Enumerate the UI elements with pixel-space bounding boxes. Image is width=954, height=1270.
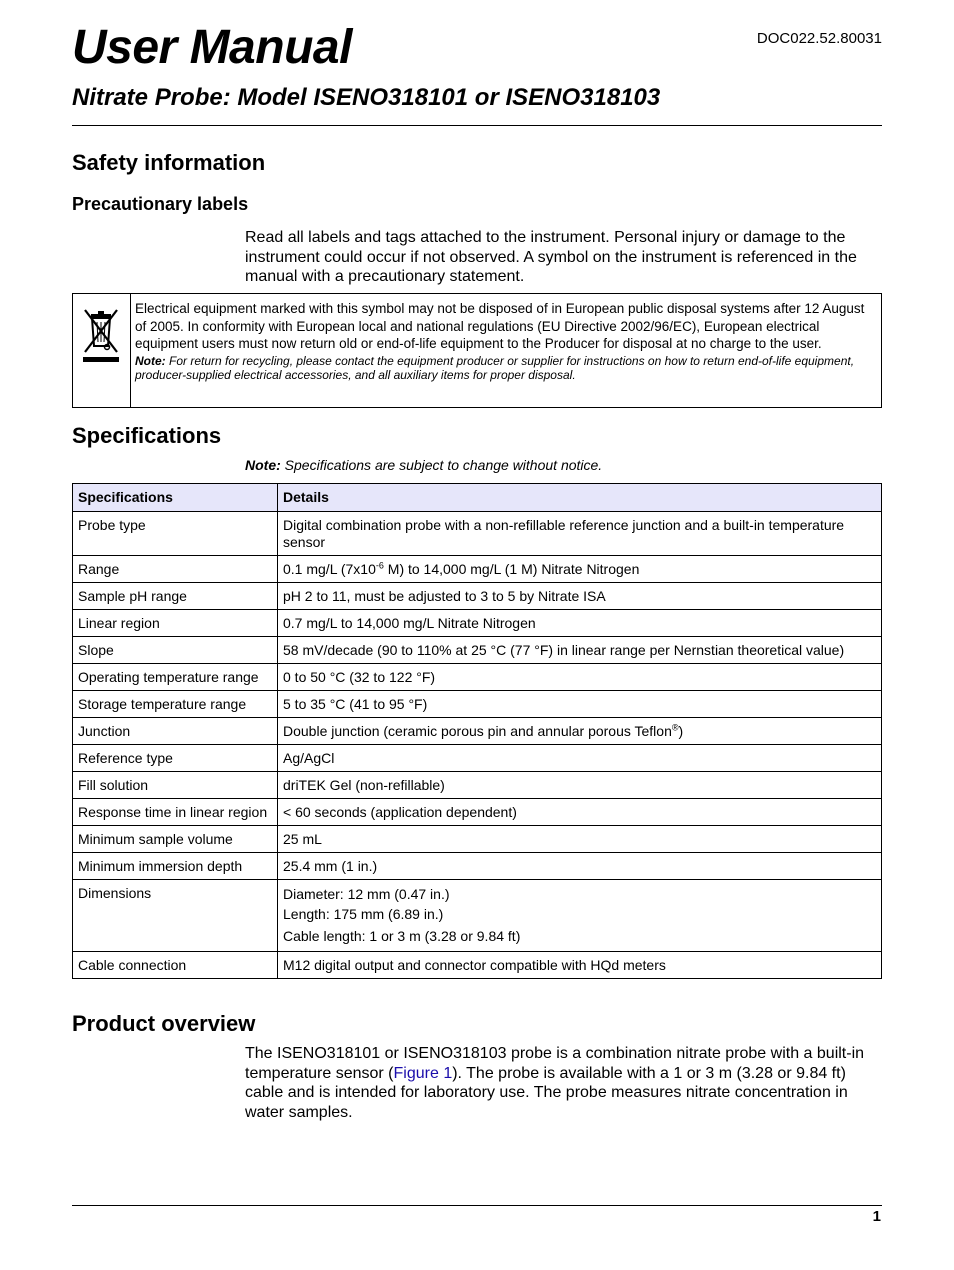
overview-text-part2: ). The probe is available with a 1 or 3 m (3.28 or 9.84 ft) cable and is intended for laboratory use. The probe measures nitrate concentration in water samples.: [245, 1064, 848, 1121]
spec-name: Operating temperature range: [73, 664, 278, 691]
column-header-details: Details: [278, 484, 882, 512]
spec-detail: [278, 718, 882, 745]
precaution-heading: Precautionary labels: [72, 194, 249, 214]
figure-1-link[interactable]: Figure 1: [393, 1064, 453, 1082]
table-row: [73, 512, 882, 556]
precaution-label-box: [72, 293, 882, 408]
spec-detail: < 60 seconds (application dependent): [278, 799, 882, 826]
spec-detail: 58 mV/decade (90 to 110% at 25 °C (77 °F) in linear range per Nernstian theoretical value): [278, 637, 882, 664]
spec-detail: Ag/AgCl: [278, 745, 882, 772]
spec-name: Linear region: [73, 610, 278, 637]
spec-name: Response time in linear region: [73, 799, 278, 826]
dimension-length: Length: 175 mm (6.89 in.): [283, 906, 444, 922]
label-statement: Electrical equipment marked with this symbol may not be disposed of in European public disposal systems after 12 August of 2005. In conformity with European local and national regulations (EU Directive 2002/96/EC), European electrical equipment users must now return old or end-of-life equipment to the Producer for disposal at no charge to the user.: [135, 301, 865, 351]
label-note: [135, 354, 875, 382]
specifications-heading: Specifications: [72, 423, 222, 448]
spec-detail: pH 2 to 11, must be adjusted to 3 to 5 by Nitrate ISA: [278, 583, 882, 610]
spec-name: Minimum immersion depth: [73, 853, 278, 880]
junction-detail-part2: ): [678, 723, 684, 739]
product-overview-heading: Product overview: [72, 1011, 256, 1036]
range-exponent: -6: [375, 560, 384, 571]
table-row: [73, 952, 882, 979]
spec-name: Storage temperature range: [73, 691, 278, 718]
table-row: [73, 637, 882, 664]
doc-number: DOC022.52.80031: [756, 30, 882, 47]
spec-name: Range: [73, 556, 278, 583]
spec-detail: [278, 880, 882, 952]
spec-name: Cable connection: [73, 952, 278, 979]
product-overview-paragraph: [245, 1044, 875, 1122]
spec-detail: 25 mL: [278, 826, 882, 853]
label-note-text: For return for recycling, please contact the equipment producer or supplier for instructions on how to return end-of-life equipment, producer-supplied electrical accessories, and all auxiliary items for proper disposal.: [135, 353, 855, 382]
table-header-row: [73, 484, 882, 512]
label-text-block: [135, 300, 875, 382]
table-row: [73, 556, 882, 583]
overview-text-part1: The ISENO318101 or ISENO318103 probe is a combination nitrate probe with a built-in temperature sensor (: [245, 1045, 865, 1082]
specifications-table: [72, 483, 882, 979]
weee-crossed-out-bin-icon: [79, 304, 123, 366]
spec-detail: 0.7 mg/L to 14,000 mg/L Nitrate Nitrogen: [278, 610, 882, 637]
spec-name: Sample pH range: [73, 583, 278, 610]
spec-name: Probe type: [73, 512, 278, 556]
safety-heading: Safety information: [72, 150, 266, 175]
spec-detail: 5 to 35 °C (41 to 95 °F): [278, 691, 882, 718]
junction-detail-part1: Double junction (ceramic porous pin and annular porous Teflon: [283, 723, 672, 739]
spec-detail: [278, 556, 882, 583]
page-title: User Manual: [72, 21, 352, 74]
precaution-paragraph: Read all labels and tags attached to the instrument. Personal injury or damage to the instrument could occur if not observed. A symbol on the instrument is referenced in the manual with a precautionary statement.: [245, 229, 857, 285]
table-row: [73, 610, 882, 637]
page-subtitle: Nitrate Probe: Model ISENO318101 or ISENO318103: [72, 84, 661, 111]
table-row: [73, 826, 882, 853]
specifications-note: [245, 457, 602, 473]
footer-divider: [72, 1205, 882, 1206]
spec-name: Minimum sample volume: [73, 826, 278, 853]
spec-name: Slope: [73, 637, 278, 664]
table-row: [73, 691, 882, 718]
label-note-prefix: Note:: [135, 353, 166, 368]
table-row: [73, 745, 882, 772]
spec-name: Reference type: [73, 745, 278, 772]
spec-name: Dimensions: [73, 880, 278, 952]
range-detail-part2: M) to 14,000 mg/L (1 M) Nitrate Nitrogen: [383, 561, 640, 577]
table-row: [73, 772, 882, 799]
spec-detail: Digital combination probe with a non-refillable reference junction and a built-in temperature sensor: [278, 512, 882, 556]
table-row: [73, 799, 882, 826]
range-detail-part1: 0.1 mg/L (7x10: [283, 561, 376, 577]
table-row: [73, 718, 882, 745]
table-row: [73, 664, 882, 691]
spec-detail: 0 to 50 °C (32 to 122 °F): [278, 664, 882, 691]
spec-detail: 25.4 mm (1 in.): [278, 853, 882, 880]
column-header-specifications: Specifications: [73, 484, 278, 512]
table-row: [73, 583, 882, 610]
spec-detail: M12 digital output and connector compatible with HQd meters: [278, 952, 882, 979]
spec-note-text: Specifications are subject to change without notice.: [284, 457, 603, 473]
header-divider: [72, 125, 882, 126]
registered-mark: ®: [671, 722, 679, 733]
spec-name: Junction: [73, 718, 278, 745]
label-icon-cell: [73, 294, 131, 407]
page-number: 1: [872, 1208, 881, 1225]
dimension-cable-length: Cable length: 1 or 3 m (3.28 or 9.84 ft): [283, 928, 521, 944]
spec-detail: driTEK Gel (non-refillable): [278, 772, 882, 799]
dimension-diameter: Diameter: 12 mm (0.47 in.): [283, 886, 450, 902]
spec-note-prefix: Note:: [245, 457, 281, 473]
table-row: [73, 880, 882, 952]
spec-name: Fill solution: [73, 772, 278, 799]
table-row: [73, 853, 882, 880]
